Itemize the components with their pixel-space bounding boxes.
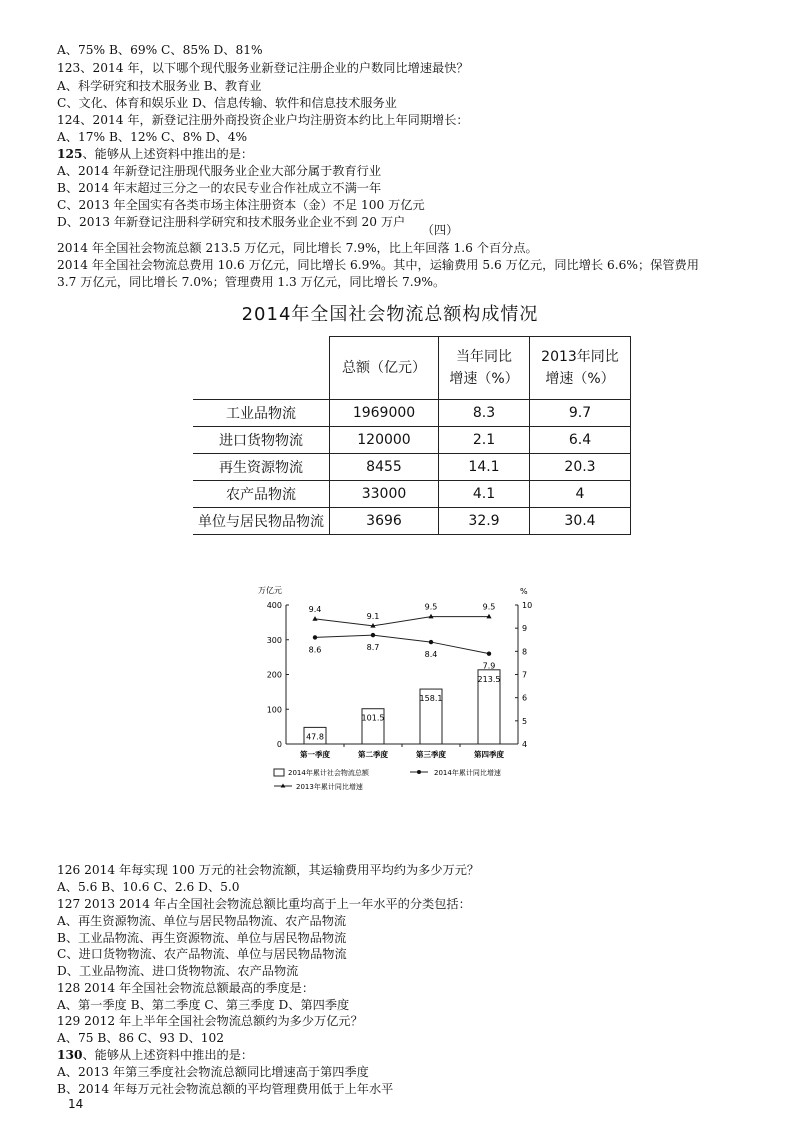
row-name: 农产品物流 [193, 481, 330, 508]
bar-data-label: 47.8 [306, 732, 324, 742]
row-total: 8455 [330, 454, 439, 481]
table-corner-cell [193, 337, 330, 400]
q125-option-a: A、2014 年新登记注册现代服务业企业大部分属于教育行业 [57, 164, 382, 178]
point-2014 [371, 633, 375, 637]
row-growth-2013: 9.7 [530, 400, 631, 427]
paragraph-1: 2014 年全国社会物流总额 213.5 万亿元，同比增长 7.9%，比上年回落 1.6 个百分点。 [57, 241, 538, 255]
row-growth-2013: 4 [530, 481, 631, 508]
right-tick-label: 8 [522, 647, 528, 657]
header-growth-2014-text: 当年同比 增速（%） [449, 349, 519, 387]
header-growth-2014 [439, 337, 530, 400]
q129-stem: 129 2012 年上半年全国社会物流总额约为多少万亿元？ [57, 1014, 363, 1028]
table-row [193, 454, 631, 481]
q127-option-a: A、再生资源物流、单位与居民物品物流、农产品物流 [57, 914, 347, 928]
row-total: 33000 [330, 481, 439, 508]
q127-stem: 127 2013 2014 年占全国社会物流总额比重均高于上一年水平的分类包括： [57, 897, 471, 911]
left-tick-label: 0 [276, 740, 282, 749]
point-2013 [312, 616, 317, 621]
x-tick-label: 第三季度 [416, 750, 446, 759]
point-2013-label: 9.4 [308, 604, 322, 614]
q127-option-d: D、工业品物流、进口货物物流、农产品物流 [57, 964, 299, 978]
table-header-row [193, 337, 631, 400]
q126-stem: 126 2014 年每实现 100 万元的社会物流额，其运输费用平均约为多少万元？ [57, 863, 480, 877]
legend-2014-marker [417, 770, 421, 774]
point-2014-label: 8.7 [366, 643, 380, 653]
q125-option-b: B、2014 年末超过三分之一的农民专业合作社成立不满一年 [57, 181, 382, 195]
x-tick-label: 第一季度 [300, 750, 330, 759]
row-name: 进口货物物流 [193, 427, 330, 454]
left-tick-label: 300 [266, 635, 282, 645]
q127-option-c: C、进口货物物流、农产品物流、单位与居民物品物流 [57, 947, 347, 961]
q130-option-b: B、2014 年每万元社会物流总额的平均管理费用低于上年水平 [57, 1082, 394, 1096]
row-name: 再生资源物流 [193, 454, 330, 481]
q129-options: A、75 B、86 C、93 D、102 [57, 1031, 225, 1045]
right-tick-label: 9 [522, 624, 528, 634]
right-unit-label: % [520, 587, 528, 596]
x-tick-label: 第四季度 [474, 750, 504, 759]
row-name: 工业品物流 [193, 400, 330, 427]
table-row [193, 481, 631, 508]
q126-options: A、5.6 B、10.6 C、2.6 D、5.0 [57, 880, 240, 894]
q127-option-b: B、工业品物流、再生资源物流、单位与居民物品物流 [57, 931, 347, 945]
x-tick-label: 第二季度 [358, 750, 388, 759]
legend-2013-label: 2013年累计同比增速 [296, 783, 363, 791]
bar-data-label: 213.5 [477, 674, 501, 684]
left-unit-label: 万亿元 [258, 586, 282, 595]
q125-stem-text: 、能够从上述资料中推出的是： [82, 147, 254, 161]
row-total: 3696 [330, 508, 439, 535]
row-growth-2014: 2.1 [439, 427, 530, 454]
row-growth-2013: 6.4 [530, 427, 631, 454]
q130-number: 130 [57, 1048, 83, 1062]
legend-2014-label: 2014年累计同比增速 [434, 769, 501, 777]
point-2014 [487, 651, 491, 655]
q125-number: 125 [57, 147, 83, 161]
q125-stem [57, 146, 253, 162]
row-total: 120000 [330, 427, 439, 454]
bar-data-label: 101.5 [361, 713, 385, 723]
header-growth-2013-text: 2013年同比 增速（%） [541, 349, 619, 387]
q125-option-d: D、2013 年新登记注册科学研究和技术服务业企业不到 20 万户 [57, 215, 406, 229]
paragraph-3: 3.7 万亿元，同比增长 7.0%；管理费用 1.3 万亿元，同比增长 7.9%。 [57, 275, 446, 289]
left-tick-label: 200 [266, 670, 282, 680]
right-tick-label: 6 [522, 693, 528, 703]
table-row [193, 400, 631, 427]
line-2014 [315, 635, 489, 654]
row-growth-2014: 4.1 [439, 481, 530, 508]
q124-stem: 124、2014 年，新登记注册外商投资企业户均注册资本约比上年同期增长： [57, 113, 469, 127]
legend-bar-swatch [274, 769, 284, 776]
right-tick-label: 5 [522, 716, 528, 726]
header-total [330, 337, 439, 400]
logistics-table [193, 336, 631, 535]
q123-stem: 123、2014 年，以下哪个现代服务业新登记注册企业的户数同比增速最快？ [57, 61, 469, 75]
table-title: 2014年全国社会物流总额构成情况 [241, 304, 539, 325]
row-growth-2013: 20.3 [530, 454, 631, 481]
row-growth-2014: 8.3 [439, 400, 530, 427]
left-tick-label: 400 [266, 601, 282, 610]
point-2014 [313, 635, 317, 639]
row-growth-2013: 30.4 [530, 508, 631, 535]
table-row [193, 508, 631, 535]
row-name: 单位与居民物品物流 [193, 508, 330, 535]
right-tick-label: 7 [522, 670, 528, 680]
section-label: （四） [421, 223, 459, 237]
point-2013-label: 9.5 [482, 602, 496, 612]
q130-stem-text: 、能够从上述资料中推出的是： [82, 1048, 254, 1062]
table-row [193, 427, 631, 454]
page-number: 14 [68, 1097, 84, 1111]
paragraph-2: 2014 年全国社会物流总费用 10.6 万亿元，同比增长 6.9%。其中，运输费用 5.6 万亿元，同比增长 6.6%；保管费用 [57, 258, 699, 272]
point-2014 [429, 640, 433, 644]
point-2013-label: 9.1 [366, 611, 380, 621]
logistics-chart [250, 582, 550, 802]
q130-stem [57, 1047, 253, 1063]
q123-options-ab: A、科学研究和技术服务业 B、教育业 [57, 79, 262, 93]
bar-data-label: 158.1 [419, 694, 443, 704]
q125-option-c: C、2013 年全国实有各类市场主体注册资本（金）不足 100 万亿元 [57, 198, 425, 212]
row-growth-2014: 14.1 [439, 454, 530, 481]
left-tick-label: 100 [266, 705, 282, 715]
point-2014-label: 8.6 [308, 645, 322, 655]
header-total-text: 总额（亿元） [342, 360, 426, 376]
legend-bar-label: 2014年累计社会物流总额 [288, 769, 369, 777]
row-total: 1969000 [330, 400, 439, 427]
line-2013 [315, 617, 489, 626]
q128-options: A、第一季度 B、第二季度 C、第三季度 D、第四季度 [57, 998, 350, 1012]
point-2013-label: 9.5 [424, 602, 438, 612]
q123-options-cd: C、文化、体育和娱乐业 D、信息传输、软件和信息技术服务业 [57, 96, 397, 110]
point-2014-label: 8.4 [424, 650, 438, 660]
q128-stem: 128 2014 年全国社会物流总额最高的季度是： [57, 981, 315, 995]
right-tick-label: 10 [522, 601, 533, 610]
right-tick-label: 4 [522, 740, 528, 749]
row-growth-2014: 32.9 [439, 508, 530, 535]
header-growth-2013 [530, 337, 631, 400]
q124-options: A、17% B、12% C、8% D、4% [57, 130, 248, 144]
point-2014-label: 7.9 [482, 661, 496, 671]
q122-options: A、75% B、69% C、85% D、81% [57, 43, 263, 57]
q130-option-a: A、2013 年第三季度社会物流总额同比增速高于第四季度 [57, 1065, 369, 1079]
